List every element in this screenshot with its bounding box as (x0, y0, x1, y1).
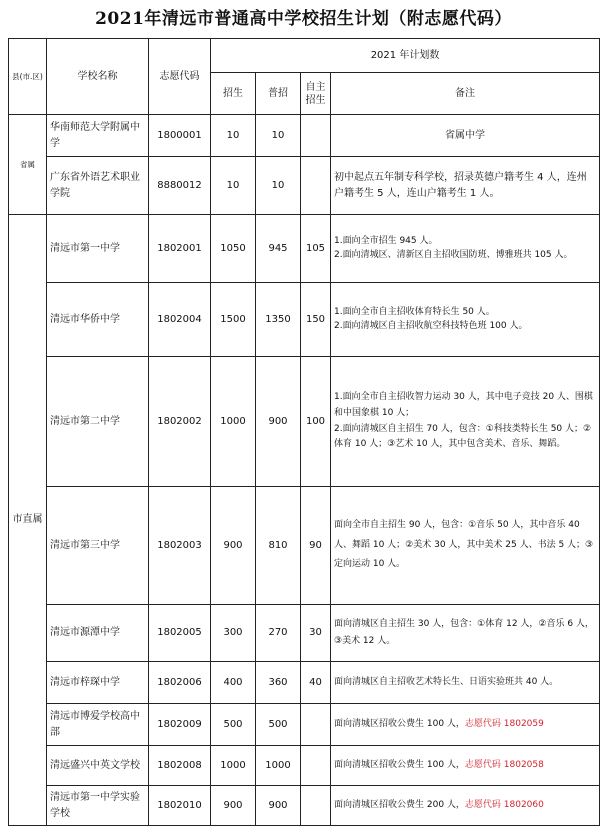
enroll-count: 1000 (211, 746, 256, 786)
remark: 1.面向全市自主招收智力运动 30 人，其中电子竞技 20 人、围棋和中国象棋 10 人； 2.面向清城区自主招生 70 人，包含：①科技类特长生 50 人；②体育 10 人；③艺术 10 人，其中包含美术、音乐、舞蹈。 (331, 357, 600, 487)
independent-count: 40 (301, 662, 331, 704)
header-plan-group: 2021 年计划数 (211, 39, 600, 73)
table-row (9, 283, 600, 357)
school-name: 华南师范大学附属中学 (47, 115, 149, 157)
page-title: 2021年清远市普通高中学校招生计划（附志愿代码） (95, 9, 512, 29)
independent-count (301, 746, 331, 786)
school-code: 1800001 (149, 115, 211, 157)
school-name: 广东省外语艺术职业学院 (47, 157, 149, 215)
school-code: 1802010 (149, 786, 211, 826)
header-enroll: 招生 (211, 73, 256, 115)
group-provincial: 省属 (9, 115, 47, 215)
general-count: 810 (256, 487, 301, 605)
table-row (9, 746, 600, 786)
table-row (9, 357, 600, 487)
remark-code: 志愿代码 1802058 (464, 759, 544, 770)
table-row (9, 157, 600, 215)
enroll-count: 900 (211, 487, 256, 605)
school-code: 1802006 (149, 662, 211, 704)
remark: 面向清城区自主招生 30 人，包含：①体育 12 人，②音乐 6 人，③美术 12 人。 (331, 605, 600, 662)
enroll-count: 400 (211, 662, 256, 704)
remark (331, 746, 600, 786)
table-row (9, 786, 600, 826)
school-code: 8880012 (149, 157, 211, 215)
remark (331, 704, 600, 746)
school-name: 清远市源潭中学 (47, 605, 149, 662)
remark: 省属中学 (331, 115, 600, 157)
school-code: 1802005 (149, 605, 211, 662)
header-remark: 备注 (331, 73, 600, 115)
remark: 初中起点五年制专科学校，招录英德户籍考生 4 人，连州户籍考生 5 人，连山户籍考生 1 人。 (331, 157, 600, 215)
school-code: 1802004 (149, 283, 211, 357)
remark-code: 志愿代码 1802060 (464, 799, 544, 810)
enroll-count: 1500 (211, 283, 256, 357)
remark-text: 面向清城区招收公费生 200 人， (334, 799, 465, 810)
header-general: 普招 (256, 73, 301, 115)
enroll-count: 10 (211, 115, 256, 157)
enroll-count: 1050 (211, 215, 256, 283)
enroll-count: 10 (211, 157, 256, 215)
header-independent: 自主招生 (301, 73, 331, 115)
remark: 面向全市自主招生 90 人，包含：①音乐 50 人，其中音乐 40 人、舞蹈 10 人；②美术 30 人，其中美术 25 人、书法 5 人；③定向运动 10 人。 (331, 487, 600, 605)
table-row (9, 704, 600, 746)
school-name: 清远市第一中学 (47, 215, 149, 283)
independent-count (301, 115, 331, 157)
table-row (9, 662, 600, 704)
school-name: 清远盛兴中英文学校 (47, 746, 149, 786)
school-code: 1802002 (149, 357, 211, 487)
school-code: 1802003 (149, 487, 211, 605)
remark-text: 面向清城区招收公费生 100 人， (334, 718, 465, 729)
school-name: 清远市博爱学校高中部 (47, 704, 149, 746)
school-name: 清远市第二中学 (47, 357, 149, 487)
independent-count (301, 157, 331, 215)
independent-count (301, 786, 331, 826)
independent-count: 90 (301, 487, 331, 605)
independent-count: 100 (301, 357, 331, 487)
independent-count: 105 (301, 215, 331, 283)
general-count: 270 (256, 605, 301, 662)
enroll-count: 300 (211, 605, 256, 662)
general-count: 900 (256, 786, 301, 826)
general-count: 945 (256, 215, 301, 283)
school-name: 清远市第三中学 (47, 487, 149, 605)
independent-count: 150 (301, 283, 331, 357)
header-county: 县(市.区) (9, 39, 47, 115)
header-row-1 (9, 39, 600, 73)
remark-text: 面向清城区招收公费生 100 人， (334, 759, 465, 770)
remark: 面向清城区自主招收艺术特长生、日语实验班共 40 人。 (331, 662, 600, 704)
general-count: 1350 (256, 283, 301, 357)
enroll-count: 500 (211, 704, 256, 746)
general-count: 360 (256, 662, 301, 704)
general-count: 10 (256, 115, 301, 157)
school-code: 1802009 (149, 704, 211, 746)
table-row (9, 215, 600, 283)
remark-code: 志愿代码 1802059 (464, 718, 544, 729)
enroll-count: 900 (211, 786, 256, 826)
header-school: 学校名称 (47, 39, 149, 115)
school-code: 1802008 (149, 746, 211, 786)
header-code: 志愿代码 (149, 39, 211, 115)
table-row (9, 605, 600, 662)
school-name: 清远市梓琛中学 (47, 662, 149, 704)
enroll-count: 1000 (211, 357, 256, 487)
school-code: 1802001 (149, 215, 211, 283)
independent-count: 30 (301, 605, 331, 662)
independent-count (301, 704, 331, 746)
enrollment-table (8, 38, 600, 826)
remark (331, 786, 600, 826)
school-name: 清远市华侨中学 (47, 283, 149, 357)
school-name: 清远市第一中学实验学校 (47, 786, 149, 826)
general-count: 10 (256, 157, 301, 215)
table-row (9, 487, 600, 605)
general-count: 900 (256, 357, 301, 487)
table-row (9, 115, 600, 157)
general-count: 500 (256, 704, 301, 746)
general-count: 1000 (256, 746, 301, 786)
group-city: 市直属 (9, 215, 47, 826)
remark: 1.面向全市招生 945 人。 2.面向清城区、清新区自主招收国防班、博雅班共 105 人。 (331, 215, 600, 283)
remark: 1.面向全市自主招收体育特长生 50 人。 2.面向清城区自主招收航空科技特色班 100 人。 (331, 283, 600, 357)
